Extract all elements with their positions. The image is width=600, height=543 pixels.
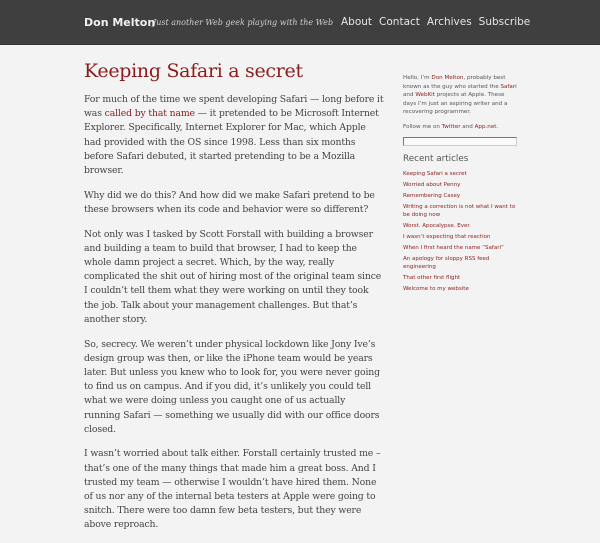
recent-article-link[interactable]: Worried about Penny bbox=[403, 181, 461, 188]
search-input[interactable] bbox=[403, 137, 517, 146]
bio-name-link[interactable]: Don Melton bbox=[431, 75, 464, 81]
article bbox=[84, 58, 384, 543]
list-item bbox=[403, 275, 518, 283]
recent-article-link[interactable]: Welcome to my website bbox=[403, 285, 469, 292]
nav-archives[interactable]: Archives bbox=[426, 16, 472, 28]
article-paragraph: Not only was I tasked by Scott Forstall with building a browser and building a team to build that browser, I had to keep the whole damn project a secret. Which, by the way, really complicated the shit out of hiring most of the original team since I couldn’t tell them what they were working on until they took the job. Talk about your management challenges. But that’s another story. bbox=[84, 228, 382, 325]
webkit-link[interactable]: WebKit bbox=[415, 92, 435, 99]
recent-article-link[interactable]: Worst. Apocalypse. Ever. bbox=[403, 222, 471, 229]
list-item bbox=[403, 286, 518, 294]
follow bbox=[403, 123, 518, 132]
recent-article-link[interactable]: That other first flight bbox=[403, 274, 461, 281]
bio bbox=[403, 74, 518, 117]
bio-text: Hello, I’m bbox=[403, 75, 432, 81]
safari-link[interactable]: Safari bbox=[500, 83, 517, 90]
article-title: Keeping Safari a secret bbox=[84, 60, 303, 82]
nav-subscribe[interactable]: Subscribe bbox=[478, 16, 531, 28]
follow-text: Follow me on bbox=[403, 123, 442, 130]
paragraph-text: — it pretended to be Microsoft Internet Explorer. Specifically, Internet Explorer for Mac, which Apple had provided with the OS since 1998. Less than six months before Safari debuted, it started pretending to be a Mozilla browser. bbox=[84, 108, 379, 177]
recent-article-link[interactable]: Remembering Casey bbox=[403, 192, 461, 199]
list-item bbox=[403, 256, 518, 271]
article-paragraph bbox=[84, 93, 384, 178]
nav-about[interactable]: About bbox=[341, 16, 373, 28]
list-item bbox=[403, 182, 518, 190]
recent-article-link[interactable]: Writing a correction is not what I want to be doing now bbox=[403, 203, 516, 218]
recent-article-link[interactable]: I wasn’t expecting that reaction bbox=[403, 233, 491, 240]
recent-article-link[interactable]: When I first heard the name “Safari” bbox=[403, 244, 504, 251]
bio-text: , probably best known as the guy who started the bbox=[403, 75, 506, 90]
article-paragraph: I wasn’t worried about talk either. Forstall certainly trusted me – that’s one of the many things that made him a great boss. And I trusted my team — otherwise I wouldn’t have hired them. None of us nor any of the internal beta testers at Apple were going to snitch. There were too damn few beta testers, but they were above reproach. bbox=[84, 448, 381, 531]
recent-articles-list bbox=[403, 171, 518, 294]
appnet-link[interactable]: App.net bbox=[474, 123, 497, 130]
nav-contact[interactable]: Contact bbox=[379, 16, 420, 28]
site-tagline: Just another Web geek playing with the Web bbox=[153, 18, 334, 27]
site-header bbox=[0, 0, 600, 45]
called-by-that-name-link[interactable]: called by that name bbox=[104, 108, 195, 120]
twitter-link[interactable]: Twitter bbox=[441, 123, 461, 130]
list-item bbox=[403, 223, 518, 231]
recent-articles-heading: Recent articles bbox=[403, 153, 469, 164]
list-item bbox=[403, 234, 518, 242]
article-paragraph: Why did we do this? And how did we make Safari pretend to be these browsers when its code and behavior were so different? bbox=[84, 189, 375, 215]
main-nav bbox=[341, 16, 530, 28]
sidebar bbox=[403, 74, 518, 297]
recent-article-link[interactable]: Keeping Safari a secret bbox=[403, 170, 467, 177]
follow-text: . bbox=[496, 123, 499, 130]
list-item bbox=[403, 204, 518, 219]
list-item bbox=[403, 171, 518, 179]
bio-text: projects at Apple. These days I’m just an aspiring writer and a recovering programmer. bbox=[403, 92, 508, 116]
site-name-link[interactable]: Don Melton bbox=[84, 16, 156, 29]
bio-text: and bbox=[403, 92, 416, 99]
recent-article-link[interactable]: An apology for sloppy RSS feed engineering bbox=[403, 255, 490, 270]
follow-text: and bbox=[460, 123, 475, 130]
paragraph-text: For much of the time we spent developing Safari — long before it was bbox=[84, 94, 384, 120]
article-paragraph: So, secrecy. We weren’t under physical lockdown like Jony Ive’s design group was then, or like the iPhone team would be years later. But unless you knew who to look for, you were never going to find us on campus. And if you did, it’s unlikely you could tell what we were doing unless you caught one of us actually running Safari — something we usually did with our office doors closed. bbox=[84, 338, 380, 435]
list-item bbox=[403, 245, 518, 253]
list-item bbox=[403, 193, 518, 201]
